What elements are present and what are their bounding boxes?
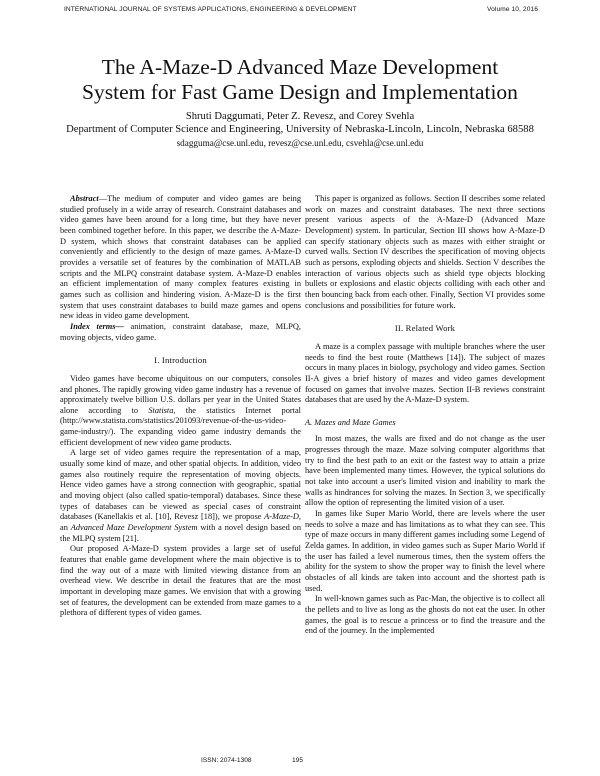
abstract (60, 194, 301, 322)
section-heading-related-work: II. Related Work (394, 323, 456, 334)
abstract-label: Abstract (70, 194, 99, 203)
journal-name: INTERNATIONAL JOURNAL OF SYSTEMS APPLICATIONS, ENGINEERING & DEVELOPMENT (64, 6, 357, 13)
index-terms-label: Index terms— (70, 321, 124, 331)
affiliation: Department of Computer Science and Engineering, University of Nebraska-Lincoln, Lincoln, Nebraska 68588 (66, 124, 534, 135)
paper-title (0, 55, 600, 105)
organization-paragraph: This paper is organized as follows. Section II describes some related work on mazes and constraint databases. The next three sections present various aspects of the A-Maze-D (Advanced Maze Development) system. In particular, Section III shows how A-Maze-D can specify stationary objects such as mazes with either straight or curved walls. Section IV describes the specification of moving objects such as persons, exploding objects and shields. Section V describes the interaction of various objects such as shield type objects blocking bullets or explosions and elastic objects colliding with each other and then bouncing back from each other. Finally, Section VI provides some conclusions and possibilities for future work. (305, 194, 545, 310)
authors: Shruti Daggumati, Peter Z. Revesz, and Corey Svehla (185, 111, 415, 122)
volume-info: Volume 10, 2016 (487, 6, 538, 13)
author-emails: sdagguma@cse.unl.edu, revesz@cse.unl.edu, csvehla@cse.unl.edu (176, 138, 424, 148)
section-heading-introduction: I. Introduction (154, 355, 207, 366)
title-line-2: System for Fast Game Design and Implementation (82, 80, 518, 104)
mazes-paragraph-2: In games like Super Mario World, there are levels where the user needs to solve a maze and has limitations as to what they can see. This type of maze occurs in many different games including some Legend of Zelda games. In addition, in video games such as Super Mario World if the user has failed a level numerous times, then the system offers the ability for the system to show the proper way to finish the level where obstacles of all kinds are taken into account and the shortest path is used. (305, 509, 545, 593)
subsection-heading-mazes: A. Mazes and Maze Games (305, 417, 396, 427)
mazes-paragraph-3: In well-known games such as Pac-Man, the objective is to collect all the pellets and to live as long as the ghosts do not eat the user. In other games, the goal is to rescue a princess or to find the treasure and the end of the journey. In the implemented (305, 594, 545, 636)
left-column (60, 194, 301, 619)
mazes-paragraph-1: In most mazes, the walls are fixed and do not change as the user progresses through the maze. Maze solving computer algorithms that try to find the best path to an exit or the fastest way to attain a prize have been implemented many times. However, the typical solutions do not take into account a user's limited vision and inability to mark the walls as hindrances for solving the mazes. In Section 3, we specifically allow the option of representing the limited vision of a user. (305, 434, 545, 508)
intro-paragraph-1: Video games have become ubiquitous on our computers, consoles and phones. The rapidly growing video game industry has a revenue of approximately twelve billion U.S. dollars per year in the United States alone according to Statista, the statistics Internet portal (http://www.statista.com/statistics/201093/revenue-of-the-us-video-game-industry/). The expanding video game industry demands the efficient development of new video game products. (60, 373, 301, 447)
index-terms-text: animation, constraint database, maze, MLPQ, moving objects, video game. (60, 321, 302, 342)
intro-paragraph-3: Our proposed A-Maze-D system provides a large set of useful features that enable game development where the main objective is to find the way out of a maze with limited viewing distance from an overhead view. We describe in detail the features that are the most important in developing maze games. We envision that with a growing set of features, the development can be extended from maze games to a plethora of different types of video games. (60, 544, 301, 618)
page-footer (0, 757, 600, 769)
running-header (64, 6, 538, 16)
abstract-text: —The medium of computer and video games are being studied profusely in a wide array of research. Constraint databases and video games have been around for a long time, but they have never been combined together before. In this paper, we describe the A-Maze-D system, which shows that constraint databases can be applied conveniently and efficiently to the design of maze games. A-Maze-D provides a versatile set of features by the combination of MATLAB scripts and the MLPQ constraint database system. A-Maze-D enables an efficient implementation of many complex features existing in games such as collision and hindering vision. A-Maze-D is the first system that uses constraint databases to build maze games and opens new ideas in video game development. (60, 194, 301, 321)
page-number: 195 (292, 757, 304, 764)
related-paragraph-1: A maze is a complex passage with multiple branches where the user needs to find the best route (Matthews [14]). The subject of mazes occurs in many places in biology, psychology and video games. Section II-A gives a brief history of mazes and video games development focused on games that involve mazes. Section II-B reviews constraint databases that are used by the A-Maze-D system. (305, 341, 545, 405)
index-terms (60, 322, 301, 343)
right-column (305, 194, 545, 637)
title-line-1: The A-Maze-D Advanced Maze Development (101, 55, 499, 79)
issn: ISSN: 2074-1308 (201, 757, 252, 764)
intro-paragraph-2: A large set of video games require the representation of a map, usually some kind of maze, and other spatial objects. In addition, video games also routinely require the representation of moving objects. Hence video games have a strong connection with geographic, spatial and moving object (also called spatio-temporal) databases. Since these types of databases can be viewed as special cases of constraint databases (Kanellakis et al. [10], Revesz [18]), we propose A-Maze-D, an Advanced Maze Development System with a novel design based on the MLPQ system [21]. (60, 448, 301, 543)
